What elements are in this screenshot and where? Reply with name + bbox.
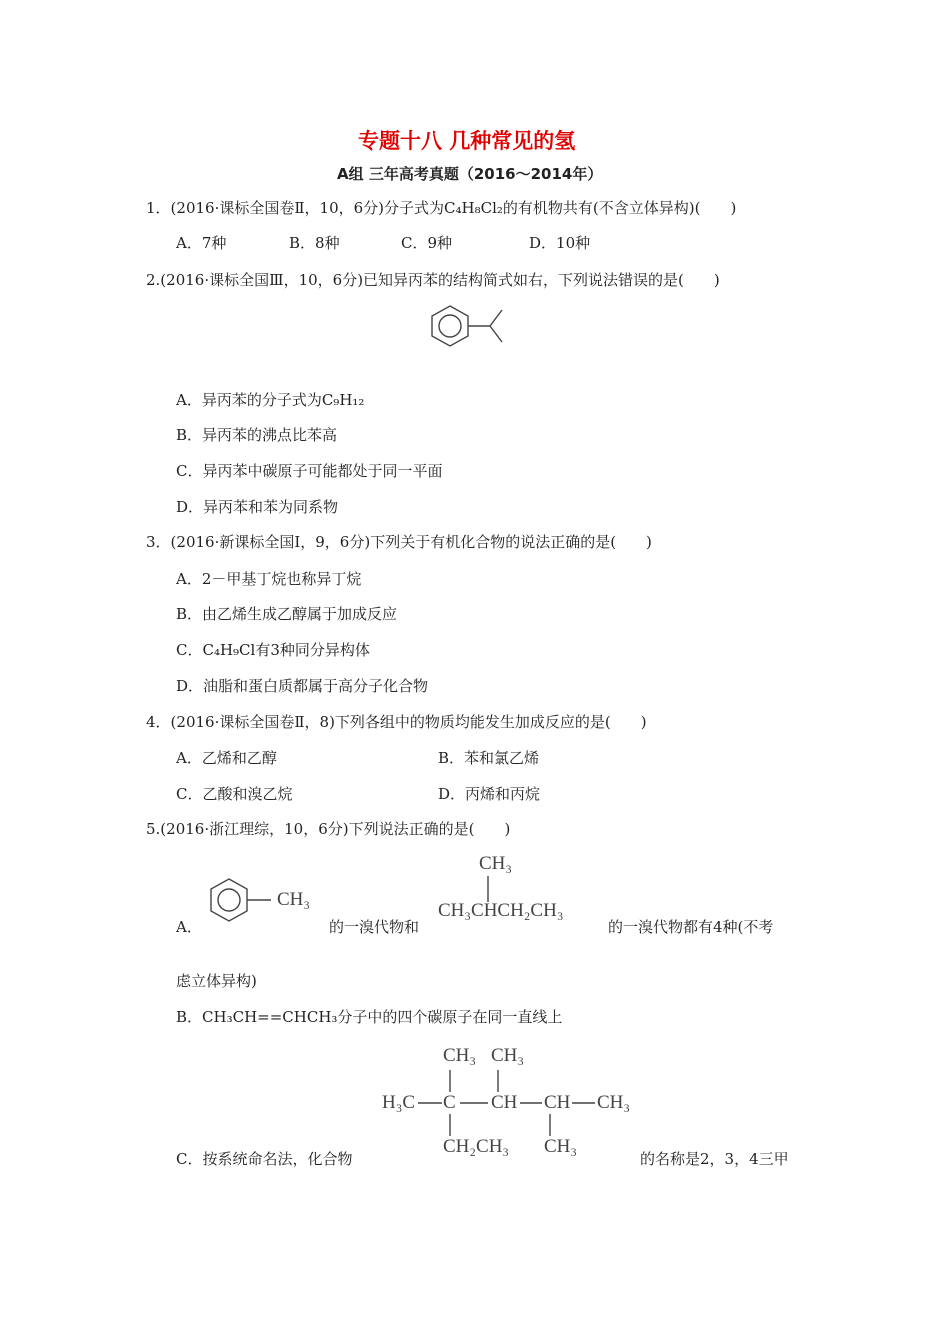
compound-ch-1: CH — [491, 1092, 518, 1113]
compound-ethyl: CH₂CH₃ — [443, 1136, 510, 1157]
question-3-option-d: D．油脂和蛋白质都属于高分子化合物 — [176, 677, 429, 695]
question-4-option-c: C．乙酸和溴乙烷 — [176, 785, 293, 803]
question-5-option-a-suffix: 的一溴代物都有4种(不考 — [608, 918, 774, 936]
question-3-stem: 3．(2016·新课标全国Ⅰ，9，6分)下列关于有机化合物的说法正确的是( ) — [146, 533, 652, 551]
question-4-option-a: A．乙烯和乙醇 — [176, 749, 277, 767]
question-5-stem: 5.(2016·浙江理综，10，6分)下列说法正确的是( ) — [146, 820, 511, 838]
question-2-option-a: A．异丙苯的分子式为C₉H₁₂ — [176, 391, 365, 409]
branched-main-chain: CH₃CHCH₂CH₃ — [438, 900, 564, 921]
question-1-option-b: B．8种 — [289, 234, 340, 252]
question-1-stem: 1．(2016·课标全国卷Ⅱ，10，6分)分子式为C₄H₈Cl₂的有机物共有(不含立体异构)( ) — [146, 199, 737, 217]
question-5-option-a-mid: 的一溴代物和 — [329, 918, 420, 936]
question-4-option-d: D．丙烯和丙烷 — [438, 785, 541, 803]
compound-h3c: H₃C — [382, 1092, 416, 1113]
section-subtitle: A组 三年高考真题（2016～2014年） — [337, 165, 603, 183]
question-5-option-b: B．CH₃CH==CHCH₃分子中的四个碳原子在同一直线上 — [176, 1008, 563, 1026]
question-2-stem: 2.(2016·课标全国Ⅲ，10，6分)已知异丙苯的结构简式如右，下列说法错误的是( ) — [146, 271, 720, 289]
compound-top-right-methyl: CH₃ — [491, 1045, 525, 1066]
question-4-option-b: B．苯和氯乙烯 — [438, 749, 540, 767]
page-title: 专题十八 几种常见的氢 — [358, 129, 576, 153]
question-2-option-b: B．异丙苯的沸点比苯高 — [176, 426, 338, 444]
question-5-option-c-suffix: 的名称是2，3，4三甲 — [640, 1150, 789, 1168]
compound-bonds — [380, 1060, 640, 1150]
compound-top-left-methyl: CH₃ — [443, 1045, 477, 1066]
compound-bottom-methyl: CH₃ — [544, 1136, 578, 1157]
question-4-stem: 4．(2016·课标全国卷Ⅱ，8)下列各组中的物质均能发生加成反应的是( ) — [146, 713, 647, 731]
question-5-option-c-prefix: C．按系统命名法，化合物 — [176, 1150, 353, 1168]
question-3-option-b: B．由乙烯生成乙醇属于加成反应 — [176, 605, 398, 623]
question-2-option-c: C．异丙苯中碳原子可能都处于同一平面 — [176, 462, 443, 480]
question-3-option-a: A．2－甲基丁烷也称异丁烷 — [176, 570, 362, 588]
branched-bond — [486, 876, 490, 902]
question-1-option-d: D．10种 — [529, 234, 591, 252]
toluene-methyl-label: CH₃ — [277, 889, 311, 910]
question-1-option-a: A．7种 — [176, 234, 227, 252]
toluene-structure — [205, 876, 275, 928]
compound-quaternary-c: C — [443, 1092, 456, 1113]
question-5-option-a-continuation: 虑立体异构) — [176, 972, 257, 990]
branched-top-methyl: CH₃ — [479, 853, 513, 874]
isopropylbenzene-structure — [420, 300, 520, 360]
compound-ch-2: CH — [544, 1092, 571, 1113]
question-2-option-d: D．异丙苯和苯为同系物 — [176, 498, 339, 516]
compound-end-methyl: CH₃ — [597, 1092, 631, 1113]
question-1-option-c: C．9种 — [401, 234, 453, 252]
question-5-option-a-prefix: A． — [176, 918, 202, 936]
question-3-option-c: C．C₄H₉Cl有3种同分异构体 — [176, 641, 370, 659]
